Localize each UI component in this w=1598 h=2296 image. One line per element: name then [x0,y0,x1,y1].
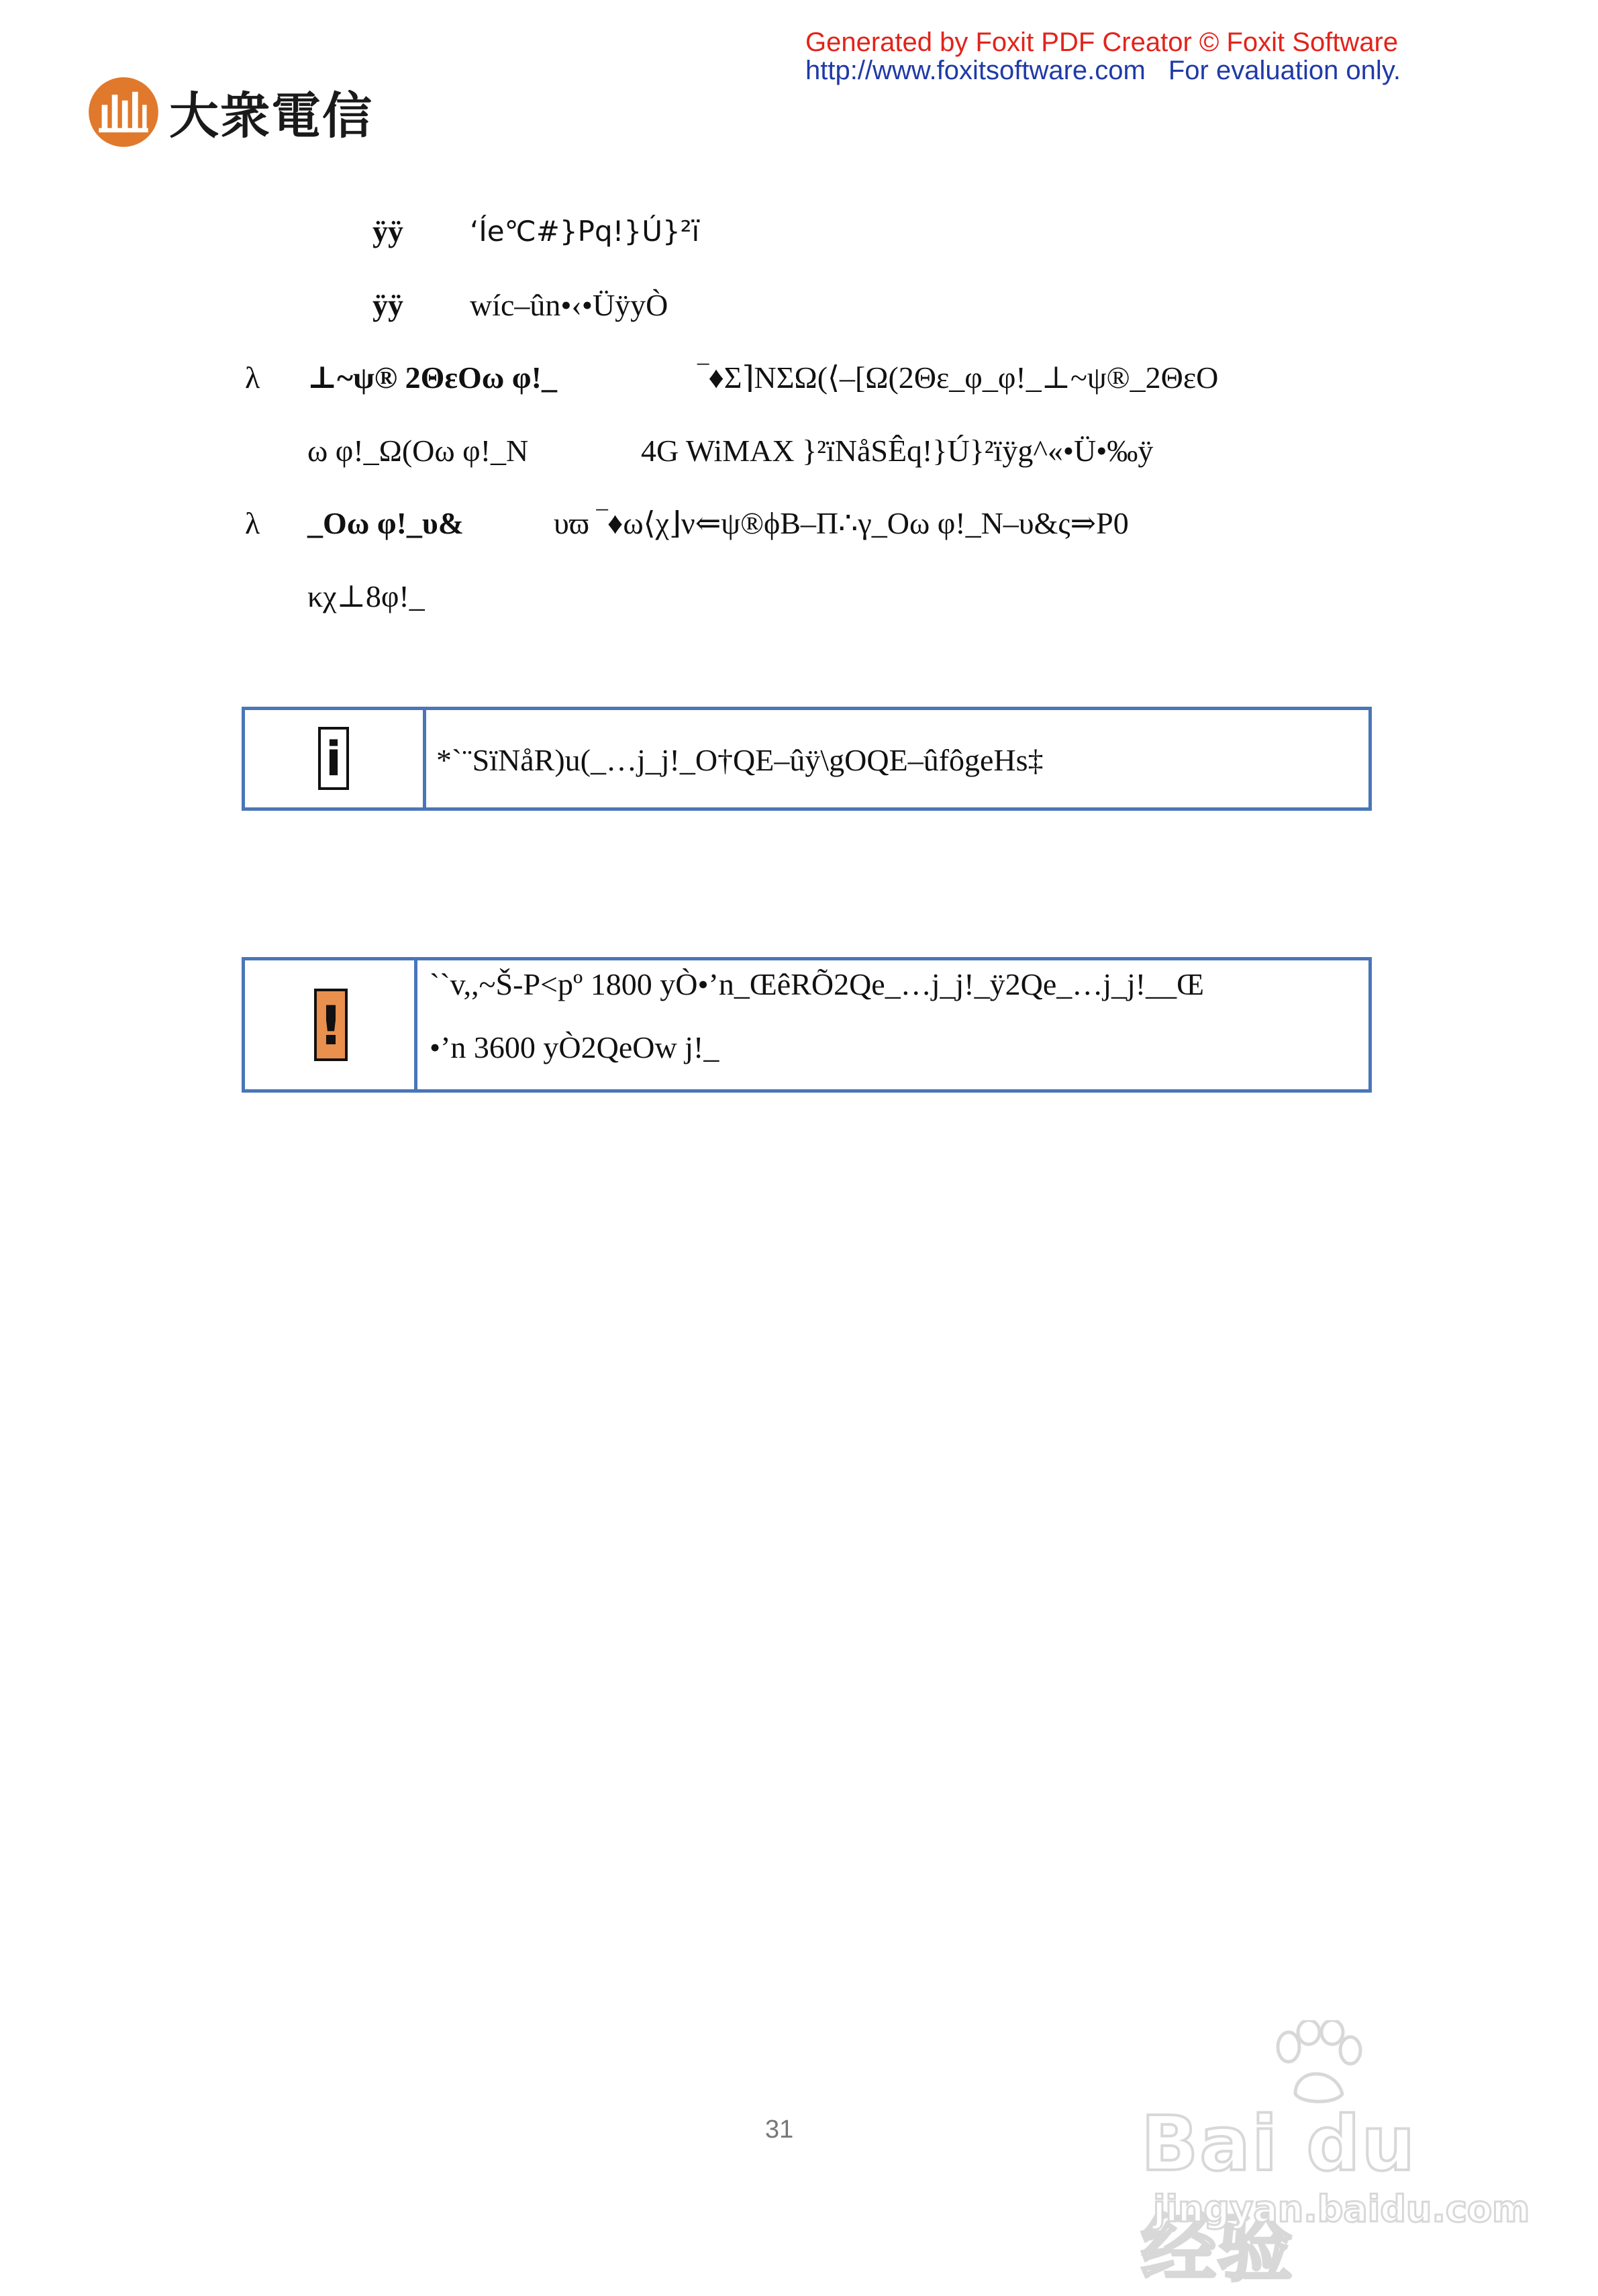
warning-icon [314,989,348,1061]
line-3-bullet: λ [245,360,260,395]
line-3-text: ‾♦Σ⌉NΣΩ(⟨–[Ω(2Θε_φ_φ!_⊥~ψ®_2ΘεΟ [698,360,1219,395]
info-note-box [242,707,1372,811]
baidu-watermark [1141,2020,1530,2292]
line-5-heading: _Οω φ!_υ& [307,506,464,540]
baidu-watermark-url: jingyan.baidu.com [1153,2188,1530,2230]
company-logo-text: 大衆電信 [169,87,373,145]
warning-note-line2: •’n 3600 yÒ2QeOw j!_ [430,1030,719,1064]
foxit-header-line1: Generated by Foxit PDF Creator © Foxit Software [805,28,1399,57]
info-box-divider [423,710,426,807]
line-5-bullet: λ [245,506,260,540]
line-4-heading: ω φ!_Ω(Οω φ!_N [307,434,529,468]
line-3-heading: ⊥~ψ® 2ΘεΟω φ!_ [307,360,557,395]
warning-icon-glyph: ! [318,995,344,1057]
line-4-text: 4G WiMAX }²ïNåSÊq!}Ú}²ïÿg^«•Ü•‰ÿ [641,434,1154,468]
warning-note-box [242,957,1372,1093]
warning-note-line1: ``v,,~Š-P<pº 1800 yÒ•’n_ŒêRÕ2Qe_…j_j!_ÿ2Qe_…j_j!__Œ [430,967,1205,1001]
line-5-text: υϖ ‾♦ω⟨χ⌋ν⇐ψ®ϕΒ–Π∴γ_Οω φ!_Ν–υ&ς⇒Ρ0 [554,506,1129,540]
company-logo-icon [87,76,160,148]
line-2-bullet: ÿÿ [372,288,403,322]
paw-icon [1268,2020,1362,2107]
info-note-text: *`¨SïNåR)u(_…j_j!_O†QE–ûÿ\gOQE–ûfôgeHs‡ [436,743,1044,777]
line-6-text: κχ⊥8φ!_ [307,579,425,613]
info-icon-glyph: i [326,732,342,787]
line-2-text: wíc–ûn•‹•ÜÿyÒ [470,288,668,322]
warning-box-divider [414,960,417,1089]
page-number: 31 [765,2115,794,2144]
foxit-header-line2 [805,56,1401,85]
line-1-text: ‘Íe℃#}Pq!}Ú}²ï [470,215,700,248]
info-icon [318,727,349,790]
company-logo [87,75,373,149]
foxit-evaluation-header [805,28,1401,85]
baidu-watermark-brand: Bai du 经验 [1141,2101,1417,2292]
line-1-bullet: ÿÿ [372,214,403,248]
foxit-note: For evaluation only. [1168,56,1401,85]
foxit-url[interactable]: http://www.foxitsoftware.com [805,56,1146,85]
